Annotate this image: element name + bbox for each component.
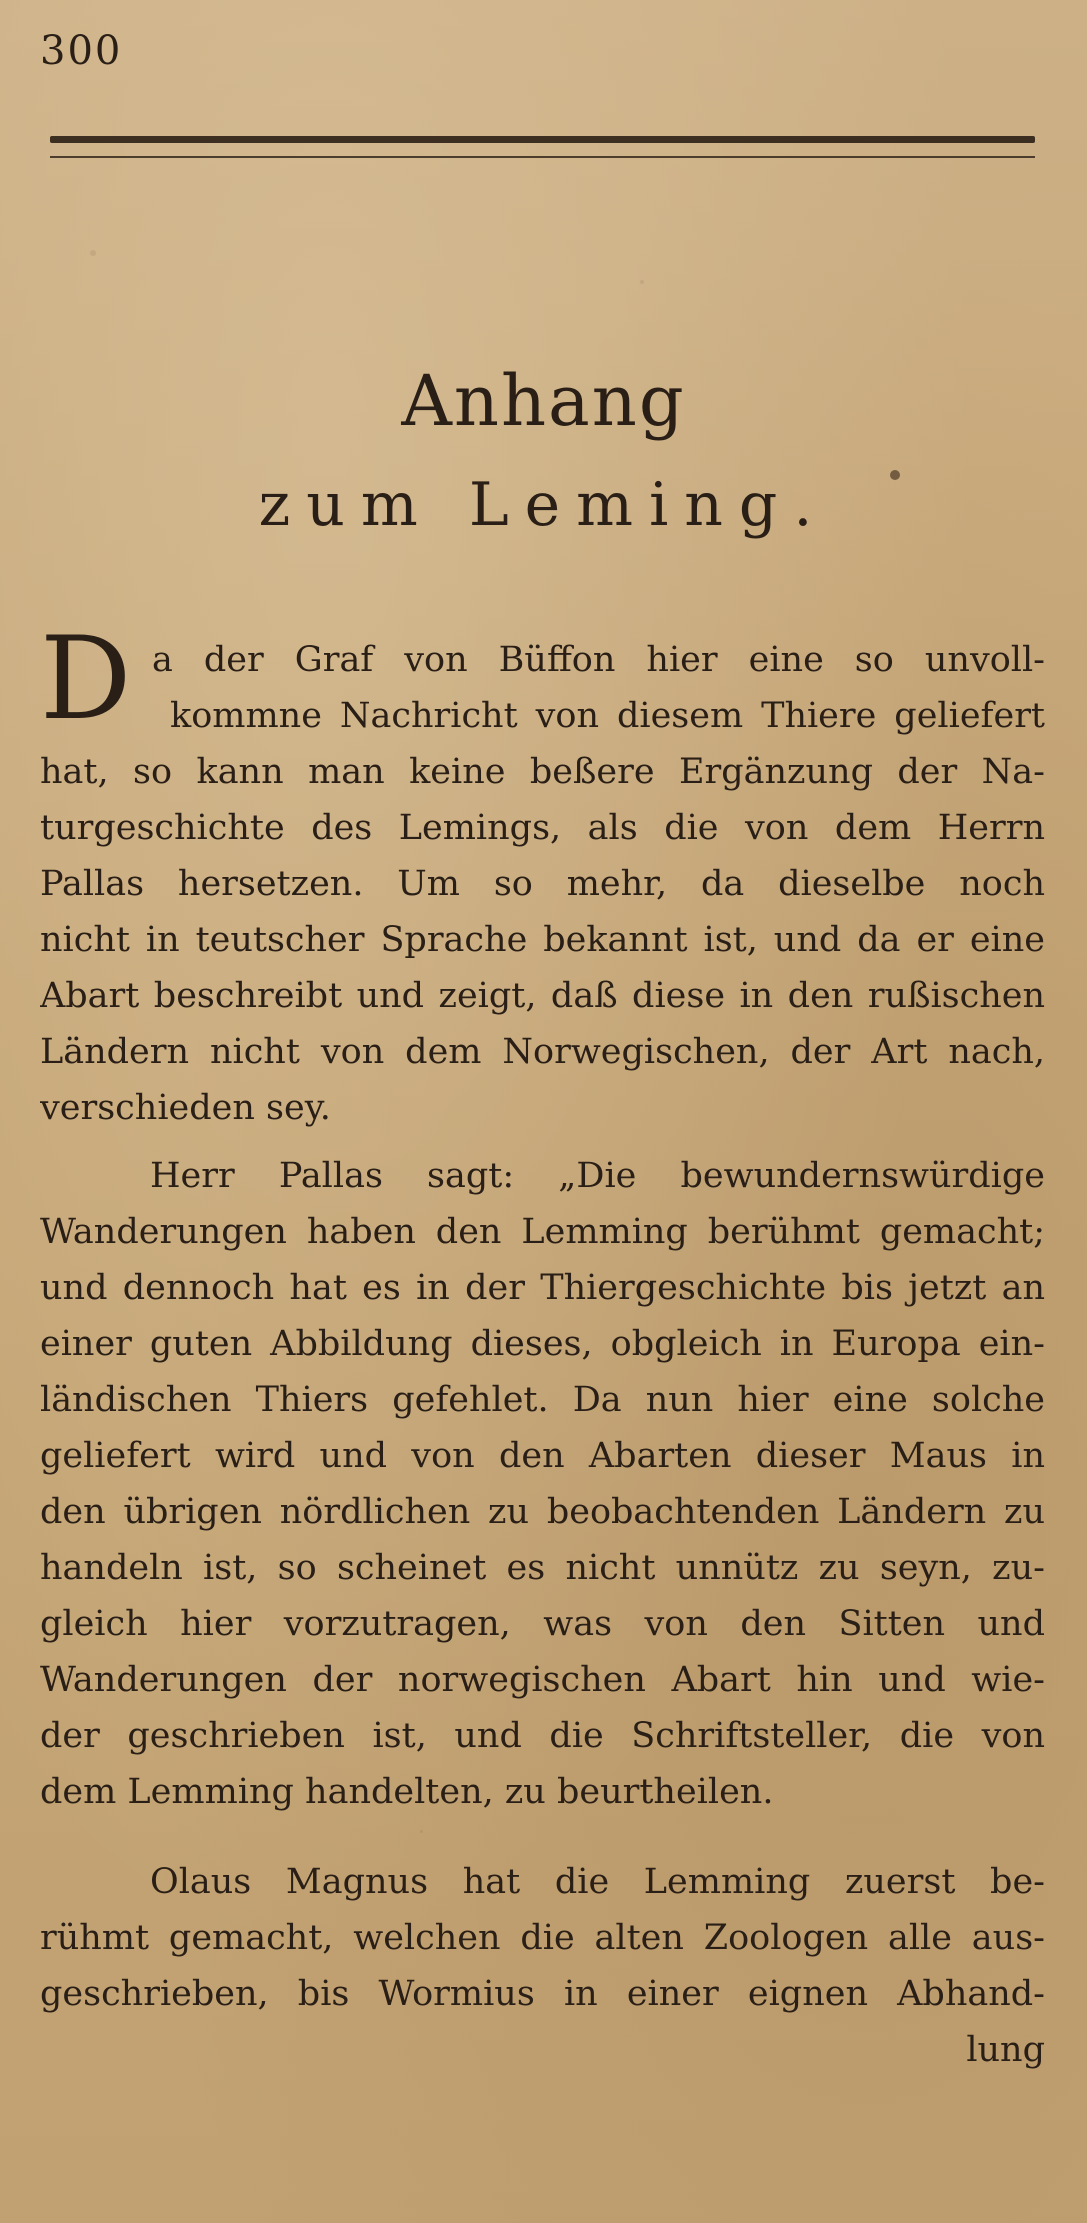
paragraph-3: [40, 1854, 1045, 2022]
text-line: Olaus Magnus hat die Lemming zuerst be-: [150, 1862, 1045, 1902]
text-line: der geschrieben ist, und die Schriftsteller, die von: [40, 1716, 1045, 1756]
text-line: Pallas hersetzen. Um so mehr, da dieselbe noch: [40, 864, 1045, 904]
text-line: a der Graf von Büffon hier eine so unvoll-: [152, 640, 1045, 680]
text-line: einer guten Abbildung dieses, obgleich in Europa ein-: [40, 1324, 1045, 1364]
page-number: 300: [40, 28, 123, 74]
text-line: Ländern nicht von dem Norwegischen, der Art nach,: [40, 1032, 1045, 1072]
catchword: lung: [966, 2030, 1045, 2070]
text-line: Abart beschreibt und zeigt, daß diese in den rußischen: [40, 976, 1045, 1016]
paper-spot: [420, 1830, 423, 1833]
text-line: hat, so kann man keine beßere Ergänzung der Na-: [40, 752, 1045, 792]
text-line: den übrigen nördlichen zu beobachtenden Ländern zu: [40, 1492, 1045, 1532]
paper-spot: [90, 250, 96, 256]
header-rule-thin: [50, 156, 1035, 158]
text-line: gleich hier vorzutragen, was von den Sitten und: [40, 1604, 1045, 1644]
drop-cap-initial: D: [40, 612, 132, 745]
text-line: nicht in teutscher Sprache bekannt ist, und da er eine: [40, 920, 1045, 960]
header-rule-thick: [50, 136, 1035, 143]
section-subtitle: zum Leming.: [258, 470, 829, 540]
text-line: Wanderungen der norwegischen Abart hin und wie-: [40, 1660, 1045, 1700]
section-title: Anhang: [401, 360, 686, 442]
text-line: ländischen Thiers gefehlet. Da nun hier eine solche: [40, 1380, 1045, 1420]
text-line: Herr Pallas sagt: „Die bewundernswürdige: [150, 1156, 1045, 1196]
text-line: handeln ist, so scheinet es nicht unnütz zu seyn, zu-: [40, 1548, 1045, 1588]
text-line: verschieden sey.: [40, 1088, 331, 1128]
text-line: Wanderungen haben den Lemming berühmt gemacht;: [40, 1212, 1045, 1252]
paragraph-2: [40, 1148, 1045, 1820]
text-line: turgeschichte des Lemings, als die von dem Herrn: [40, 808, 1045, 848]
text-line: kommne Nachricht von diesem Thiere geliefert: [170, 696, 1045, 736]
text-line: und dennoch hat es in der Thiergeschichte bis jetzt an: [40, 1268, 1045, 1308]
paper-spot: [640, 280, 644, 284]
text-line: geliefert wird und von den Abarten dieser Maus in: [40, 1436, 1045, 1476]
text-line: geschrieben, bis Wormius in einer eignen Abhand-: [40, 1974, 1045, 2014]
paragraph-1: [40, 632, 1045, 1136]
text-line: dem Lemming handelten, zu beurtheilen.: [40, 1772, 774, 1812]
text-line: rühmt gemacht, welchen die alten Zoologen alle aus-: [40, 1918, 1045, 1958]
